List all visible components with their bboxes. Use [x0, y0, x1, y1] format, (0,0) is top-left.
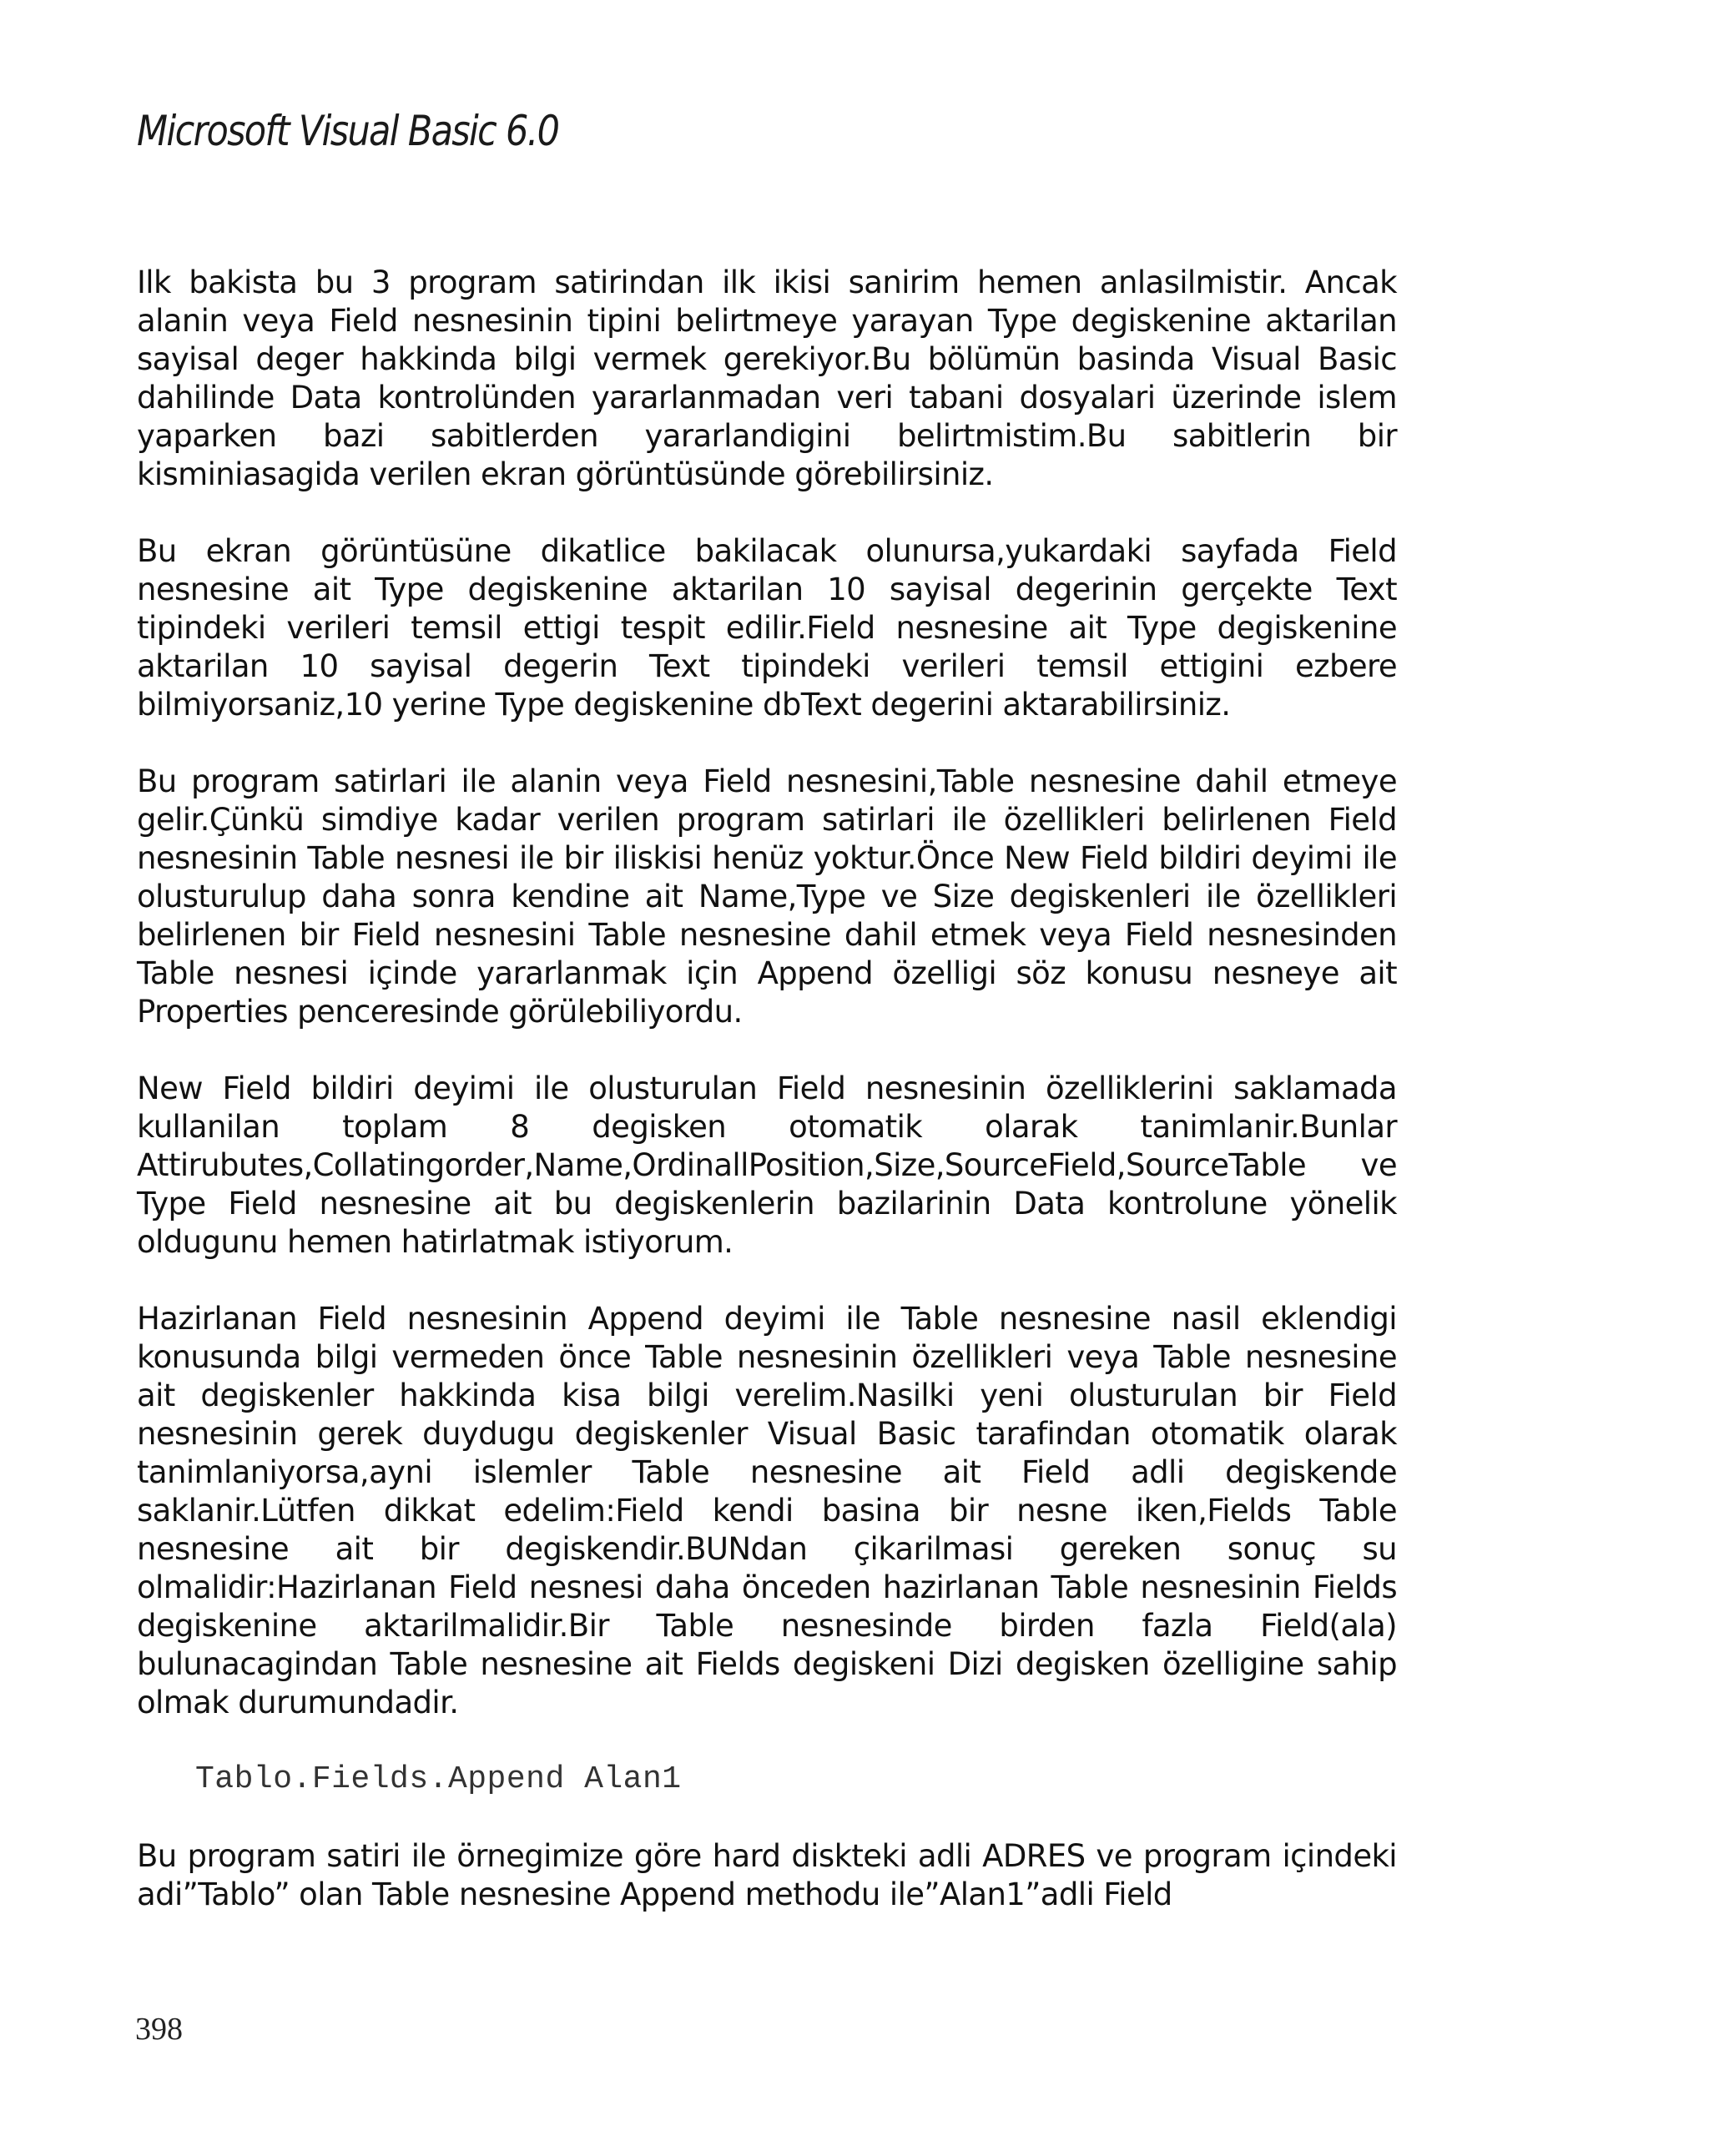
paragraph-4: New Field bildiri deyimi ile olusturulan Field nesnesinin özelliklerini saklamada kullanilan toplam 8 degisken otomatik olarak tanimlanir.Bunlar Attirubutes,Collatingorder,Name,OrdinallPosition,Size,SourceField,SourceTable ve Type Field nesnesine ait bu degiskenlerin bazilarinin Data kontrolune yönelik oldugunu hemen hatirlatmak istiyorum.	[137, 1070, 1397, 1260]
paragraph-6: Bu program satiri ile örnegimize göre hard diskteki adli ADRES ve program içindeki adi”Tablo” olan Table nesnesine Append methodu ile”Alan1”adli Field	[137, 1838, 1397, 1912]
paragraph-1: Ilk bakista bu 3 program satirindan ilk ikisi sanirim hemen anlasilmistir. Ancak alanin veya Field nesnesinin tipini belirtmeye yarayan Type degiskenine aktarilan sayisal deger hakkinda bilgi vermek gerekiyor.Bu bölümün basinda Visual Basic dahilinde Data kontrolünden yararlanmadan veri tabani dosyalari üzerinde islem yaparken bazi sabitlerden yararlandigini belirtmistim.Bu sabitlerin bir kisminiasagida verilen ekran görüntüsünde görebilirsiniz.	[137, 264, 1397, 492]
code-sample: Tablo.Fields.Append Alan1	[195, 1761, 682, 1797]
running-header-title: Microsoft Visual Basic 6.0	[137, 107, 559, 155]
paragraph-2: Bu ekran görüntüsüne dikatlice bakilacak olunursa,yukardaki sayfada Field nesnesine ait Type degiskenine aktarilan 10 sayisal degerinin gerçekte Text tipindeki verileri temsil ettigi tespit edilir.Field nesnesine ait Type degiskenine aktarilan 10 sayisal degerin Text tipindeki verileri temsil ettigini ezbere bilmiyorsaniz,10 yerine Type degiskenine dbText degerini aktarabilirsiniz.	[137, 533, 1397, 723]
paragraph-5: Hazirlanan Field nesnesinin Append deyimi ile Table nesnesine nasil eklendigi konusunda bilgi vermeden önce Table nesnesinin özellikleri veya Table nesnesine ait degiskenler hakkinda kisa bilgi verelim.Nasilki yeni olusturulan bir Field nesnesinin gerek duydugu degiskenler Visual Basic tarafindan otomatik olarak tanimlaniyorsa,ayni islemler Table nesnesine ait Field adli degiskende saklanir.Lütfen dikkat edelim:Field kendi basina bir nesne iken,Fields Table nesnesine ait bir degiskendir.BUNdan çikarilmasi gereken sonuç su olmalidir:Hazirlanan Field nesnesi daha önceden hazirlanan Table nesnesinin Fields degiskenine aktarilmalidir.Bir Table nesnesinde birden fazla Field(ala) bulunacagindan Table nesnesine ait Fields degiskeni Dizi degisken özelligine sahip olmak durumundadir.	[137, 1301, 1397, 1720]
paragraph-3: Bu program satirlari ile alanin veya Field nesnesini,Table nesnesine dahil etmeye gelir.Çünkü simdiye kadar verilen program satirlari ile özellikleri belirlenen Field nesnesinin Table nesnesi ile bir iliskisi henüz yoktur.Önce New Field bildiri deyimi ile olusturulup daha sonra kendine ait Name,Type ve Size degiskenleri ile özellikleri belirlenen bir Field nesnesini Table nesnesine dahil etmek veya Field nesnesinden Table nesnesi içinde yararlanmak için Append özelligi söz konusu nesneye ait Properties penceresinde görülebiliyordu.	[137, 763, 1397, 1030]
page-number: 398	[135, 2012, 183, 2047]
page-body	[137, 264, 1397, 1952]
